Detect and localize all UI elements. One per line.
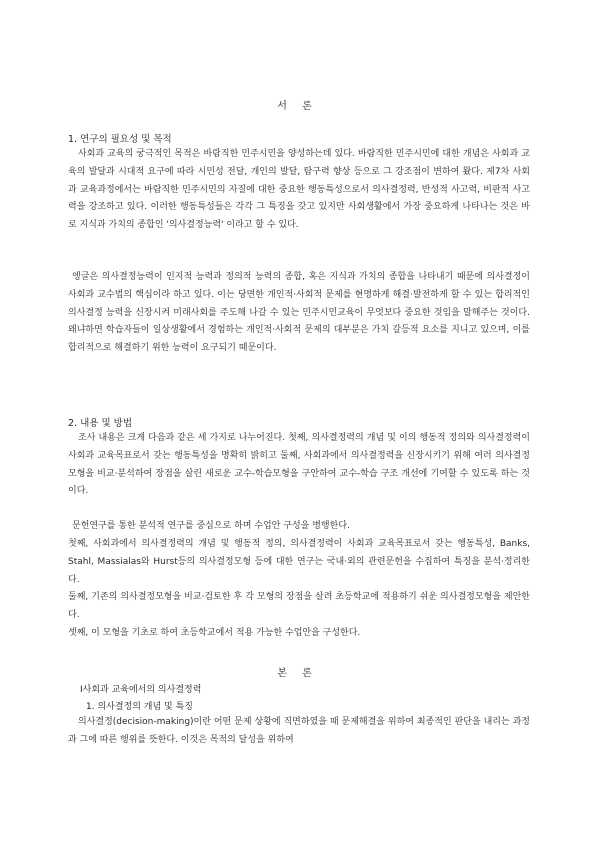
section2-title: 2. 내용 및 방법 bbox=[68, 418, 133, 429]
intro-heading: 서 론 bbox=[277, 101, 318, 112]
section2-paragraph-2: 문헌연구를 통한 분석적 연구를 중심으로 하며 수업안 구성을 병행한다. bbox=[72, 521, 350, 531]
section2-paragraph-1: 조사 내용은 크게 다음과 같은 세 가지로 나누어진다. 첫째, 의사결정력의 개념 및 이의 행동적 정의와 의사결정력이 사회과 교육목표로서 갖는 행동특성을 명확히 밝히고 둘째, 사회과에서 의사결정력을 신장시키기 위해 여러 의사결정모형을 비교·분석하여 장점을 살린 새로운 교수-학습모형을 구안하여 교수-학습 구조 개선에 기여할 수 있도록 하는 것이다. bbox=[68, 433, 530, 497]
section1-paragraph-2: 엥글은 의사결정능력이 인지적 능력과 정의적 능력의 종합, 혹은 지식과 가치의 종합을 나타내기 때문에 의사결정이 사회과 교수법의 핵심이라 하고 있다. 이는 당면한 개인적·사회적 문제를 현명하게 해결·발전하게 할 수 있는 합리적인 의사결정 능력을 신장시켜 미래사회를 주도해 나갈 수 있는 민주시민교육이 무엇보다 중요한 것임을 말해주는 것이다. 왜냐하면 학습자들이 일상생활에서 경험하는 개인적·사회적 문제의 대부분은 가치 갈등적 요소를 지니고 있으며, 이를 합리적으로 해결하기 위한 능력이 요구되기 때문이다. bbox=[68, 272, 530, 354]
chapter1-paragraph-1: 의사결정(decision-making)이란 어떤 문제 상황에 직면하였을 때 문제해결을 위하여 최종적인 판단을 내리는 과정과 그에 따른 행위를 뜻한다. 이것은 목적의 달성을 위하여 bbox=[68, 717, 530, 745]
section2-paragraph-5: 셋째, 이 모형을 기초로 하여 초등학교에서 적용 가능한 수업안을 구성한다. bbox=[68, 628, 361, 638]
body-heading: 본 론 bbox=[277, 668, 318, 679]
section1-title: 1. 연구의 필요성 및 목적 bbox=[68, 134, 172, 145]
section2-paragraph-3: 첫째, 사회과에서 의사결정력의 개념 및 행동적 정의, 의사결정력이 사회과 교육목표로서 갖는 행동특성, Banks, Stahl, Massialas와 Hurst등의 의사결정모형 등에 대한 연구는 국내·외의 관련문헌을 수집하여 특징을 분석·정리한다. bbox=[68, 539, 530, 585]
chapter1-subsection-title: 1. 의사결정의 개념 및 특징 bbox=[86, 702, 193, 712]
section1-paragraph-1: 사회과 교육의 궁극적인 목적은 바람직한 민주시민을 양성하는데 있다. 바람직한 민주시민에 대한 개념은 사회과 교육의 발달과 시대적 요구에 따라 시민성 전달, 개인의 발달, 탐구력 향상 등으로 그 강조점이 변하여 왔다. 제7차 사회과 교육과정에서는 바람직한 민주시민의 자질에 대한 중요한 행동특성으로서 의사결정력, 반성적 사고력, 비판적 사고력을 강조하고 있다. 이러한 행동특성들은 각각 그 특징을 갖고 있지만 사회생활에서 가장 중요하게 나타나는 것은 바로 지식과 가치의 종합인 '의사결정능력' 이라고 할 수 있다. bbox=[68, 149, 530, 231]
chapter1-title: Ⅰ사회과 교육에서의 의사결정력 bbox=[80, 685, 202, 695]
section2-paragraph-4: 둘째, 기존의 의사결정모형을 비교·검토한 후 각 모형의 장점을 살려 초등학교에 적용하기 쉬운 의사결정모형을 제안한다. bbox=[68, 592, 530, 620]
